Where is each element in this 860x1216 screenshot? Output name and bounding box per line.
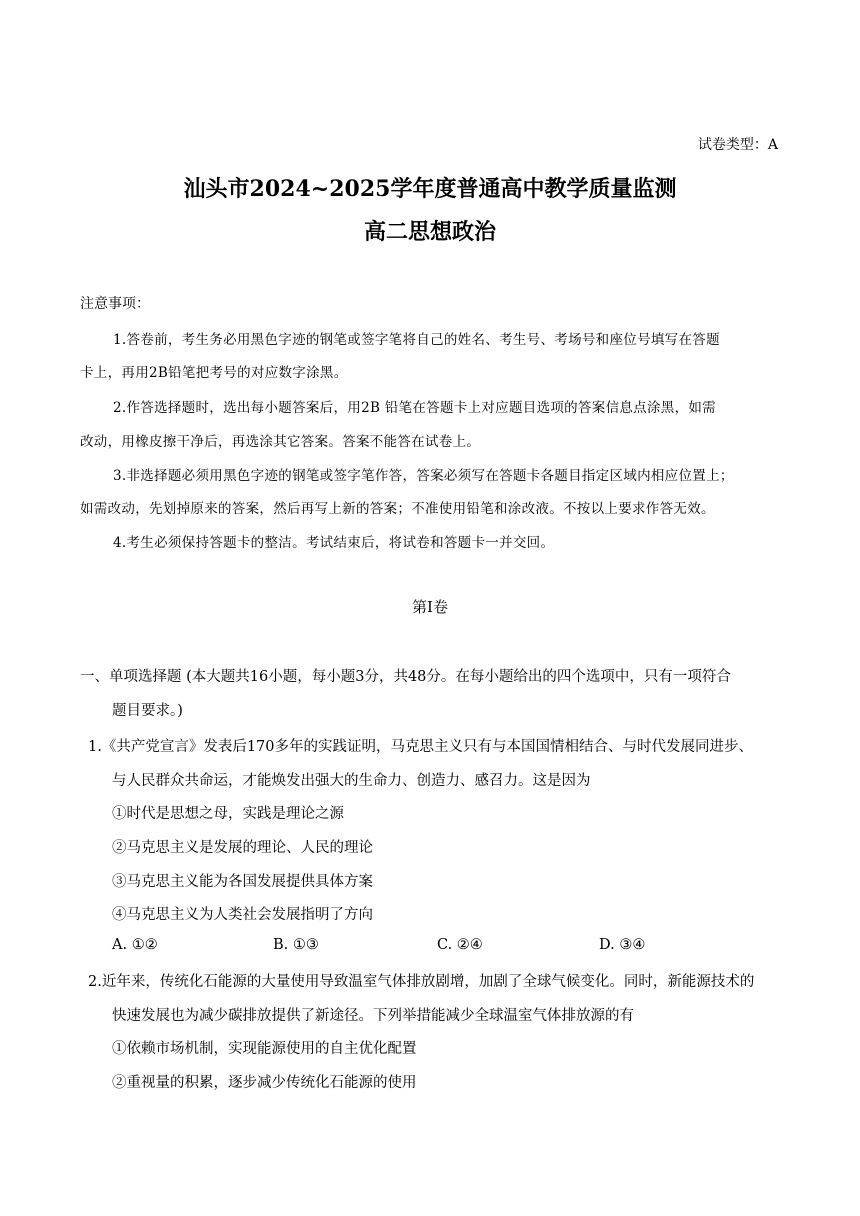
notice-line-3: 2.作答选择题时，选出每小题答案后，用2B 铅笔在答题卡上对应题目选项的答案信息点涂黑，如需 — [113, 400, 716, 416]
subject-title: 高二思想政治 — [363, 219, 496, 245]
exam-title: 汕头市2024~2025学年度普通高中教学质量监测 — [183, 176, 677, 202]
q1-item-2: ②马克思主义是发展的理论、人民的理论 — [112, 840, 373, 856]
notice-line-1: 1.答卷前，考生务必用黑色字迹的钢笔或签字笔将自己的姓名、考生号、考场号和座位号填写在答题 — [113, 332, 720, 348]
q2-item-1: ①依赖市场机制，实现能源使用的自主优化配置 — [112, 1041, 417, 1057]
q2-item-2: ②重视量的积累，逐步减少传统化石能源的使用 — [112, 1075, 417, 1091]
q1-option-a[interactable]: A. ①② — [112, 937, 158, 953]
q2-stem-line-2: 快速发展也为减少碳排放提供了新途径。下列举措能减少全球温室气体排放源的有 — [112, 1008, 634, 1024]
notice-line-2: 卡上，再用2B铅笔把考号的对应数字涂黑。 — [80, 365, 348, 381]
q1-item-3: ③马克思主义能为各国发展提供具体方案 — [112, 874, 373, 890]
q1-option-b[interactable]: B. ①③ — [273, 937, 319, 953]
q1-stem-line-2: 与人民群众共命运，才能焕发出强大的生命力、创造力、感召力。这是因为 — [112, 773, 591, 789]
notice-line-6: 如需改动，先划掉原来的答案，然后再写上新的答案；不准使用铅笔和涂改液。不按以上要求作答无效。 — [80, 501, 715, 517]
notice-heading: 注意事项： — [80, 296, 150, 312]
q1-option-d[interactable]: D. ③④ — [599, 937, 646, 953]
notice-line-5: 3.非选择题必须用黑色字迹的钢笔或签字笔作答，答案必须写在答题卡各题目指定区域内相应位置上； — [113, 468, 734, 484]
notice-line-4: 改动，用橡皮擦干净后，再选涂其它答案。答案不能答在试卷上。 — [80, 434, 481, 450]
q1-item-1: ①时代是思想之母，实践是理论之源 — [112, 806, 344, 822]
q1-stem-line-1: 1.《共产党宣言》发表后170多年的实践证明，马克思主义只有与本国国情相结合、与时代发展同进步、 — [88, 739, 754, 755]
part-one-heading: 一、单项选择题 (本大题共16小题，每小题3分，共48分。在每小题给出的四个选项中，只有一项符合 — [80, 669, 731, 685]
notice-line-7: 4.考生必须保持答题卡的整洁。考试结束后，将试卷和答题卡一并交回。 — [113, 535, 555, 551]
section-label: 第Ⅰ卷 — [412, 598, 448, 616]
q1-item-4: ④马克思主义为人类社会发展指明了方向 — [112, 907, 373, 923]
paper-type-label: 试卷类型：A — [697, 137, 778, 153]
q1-option-c[interactable]: C. ②④ — [437, 937, 483, 953]
q2-stem-line-1: 2.近年来，传统化石能源的大量使用导致温室气体排放剧增，加剧了全球气候变化。同时，新能源技术的 — [88, 974, 755, 990]
part-one-heading-cont: 题目要求。) — [112, 703, 183, 719]
